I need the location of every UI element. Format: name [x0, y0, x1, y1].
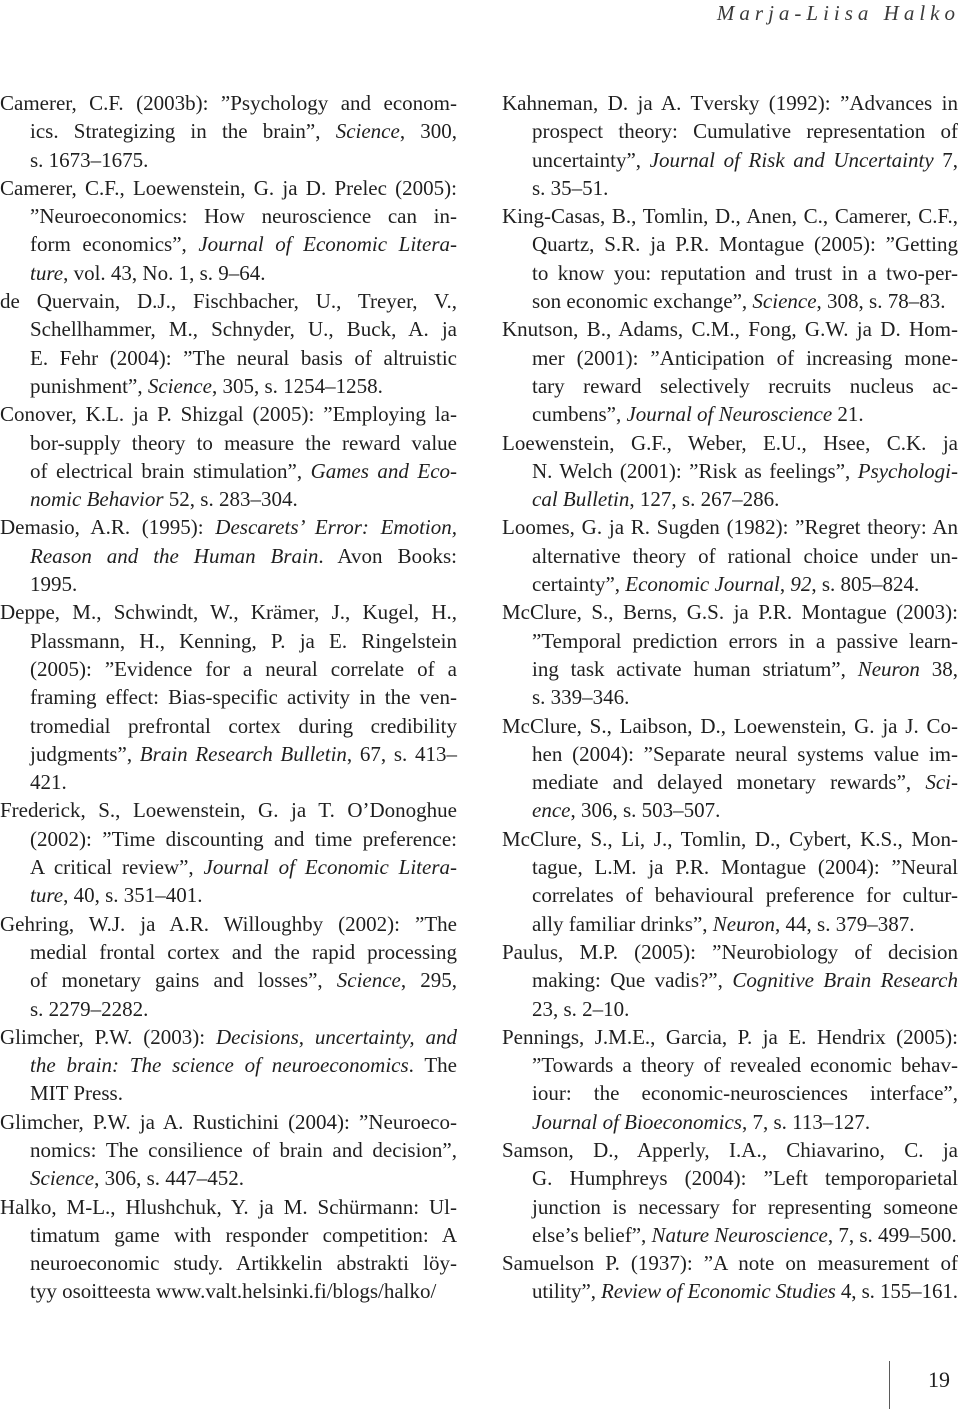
reference-text: to know you: reputation and trust in a two-per-	[532, 260, 958, 285]
reference-line	[30, 655, 457, 683]
reference-text: , 127, s. 267–286.	[629, 487, 780, 512]
reference-text: N. Welch (2001): ”Risk as feelings”,	[532, 458, 858, 483]
reference-line	[532, 1221, 958, 1249]
reference-text: , s. 805–824.	[811, 572, 920, 597]
reference-line	[30, 995, 457, 1023]
reference-text: Gehring, W.J. ja A.R. Willoughby (2002): ”The	[0, 911, 457, 936]
running-head: Marja-Liisa Halko	[716, 1, 960, 25]
reference-italic-text: Science	[147, 373, 212, 398]
reference-line	[30, 683, 457, 711]
reference-line	[502, 712, 958, 740]
reference-line	[532, 174, 958, 202]
reference-line	[532, 627, 958, 655]
reference-text: cumbens”,	[532, 402, 627, 427]
reference-text: Deppe, M., Schwindt, W., Krämer, J., Kugel, H.,	[0, 600, 457, 625]
reference-line	[532, 1193, 958, 1221]
reference-entry	[0, 796, 457, 909]
reference-text: , 305, s. 1254–1258.	[211, 373, 383, 398]
reference-line	[502, 1023, 958, 1051]
reference-line	[532, 485, 958, 513]
reference-text: 7,	[933, 147, 959, 172]
reference-line	[30, 740, 457, 768]
reference-text: else’s belief”,	[532, 1222, 652, 1247]
reference-line	[0, 1023, 457, 1051]
page-number-rule	[889, 1361, 890, 1409]
reference-text: form economics”,	[30, 232, 199, 257]
reference-italic-text: ture	[30, 883, 64, 908]
reference-text: tague, L.M. ja P.R. Montague (2004): ”Neural	[532, 855, 958, 880]
reference-line	[532, 1108, 958, 1136]
reference-italic-text: the brain: The science of neuroeconomics	[30, 1053, 409, 1078]
reference-text: King-Casas, B., Tomlin, D., Anen, C., Camerer, C.F.,	[502, 204, 958, 229]
reference-text: bor-supply theory to measure the reward value	[30, 430, 457, 455]
reference-italic-text: ence	[532, 798, 571, 823]
reference-text: Halko, M-L., Hlushchuk, Y. ja M. Schürmann: Ul-	[0, 1194, 457, 1219]
reference-text: Glimcher, P.W. (2003):	[0, 1024, 216, 1049]
reference-italic-text: Science	[336, 968, 401, 993]
reference-italic-text: Journal of Economic Litera-	[203, 855, 457, 880]
reference-italic-text: Science	[752, 289, 817, 314]
reference-line	[30, 825, 457, 853]
reference-text: s. 339–346.	[532, 685, 630, 710]
reference-line	[502, 938, 958, 966]
reference-line	[30, 1164, 457, 1192]
reference-line	[30, 230, 457, 258]
reference-line	[502, 598, 958, 626]
reference-text: medial frontal cortex and the rapid processing	[30, 939, 457, 964]
reference-italic-text: Journal of Economic Litera-	[198, 232, 457, 257]
reference-italic-text: Cognitive Brain Research	[732, 968, 959, 993]
reference-text: , 295,	[400, 968, 457, 993]
reference-line	[30, 542, 457, 570]
reference-text: . The	[408, 1053, 457, 1078]
reference-line	[30, 1249, 457, 1277]
reference-entry	[0, 1108, 457, 1193]
reference-text: junction is necessary for representing someone	[532, 1194, 958, 1219]
reference-line	[30, 570, 457, 598]
reference-text: 23, s. 2–10.	[532, 996, 630, 1021]
reference-text: Camerer, C.F. (2003b): ”Psychology and econom-	[0, 91, 457, 115]
reference-text: McClure, S., Laibson, D., Loewenstein, G. ja J. Co-	[502, 713, 958, 738]
reference-entry	[502, 1136, 958, 1249]
reference-text: 1995.	[30, 572, 78, 597]
reference-line	[532, 740, 958, 768]
reference-entry	[0, 1023, 457, 1108]
reference-text: hen (2004): ”Separate neural systems value im-	[532, 741, 958, 766]
reference-text: Demasio, A.R. (1995):	[0, 515, 216, 540]
reference-italic-text: nomic Behavior	[30, 487, 164, 512]
reference-line	[30, 938, 457, 966]
reference-text: Frederick, S., Loewenstein, G. ja T. O’Donoghue	[0, 798, 457, 823]
reference-text: Conover, K.L. ja P. Shizgal (2005): ”Employing la-	[0, 402, 457, 427]
reference-line	[0, 174, 457, 202]
reference-text: s. 35–51.	[532, 175, 609, 200]
reference-text: utility”,	[532, 1279, 601, 1304]
reference-text: nomics: The consilience of brain and decision”,	[30, 1137, 457, 1162]
reference-entry	[502, 825, 958, 938]
reference-line	[502, 513, 958, 541]
reference-line	[532, 400, 958, 428]
reference-line	[0, 400, 457, 428]
reference-text: framing effect: Bias-specific activity in the ven-	[30, 685, 457, 710]
reference-line	[30, 146, 457, 174]
reference-text: 21.	[832, 402, 864, 427]
reference-text: McClure, S., Li, J., Tomlin, D., Cybert, K.S., Mon-	[502, 826, 958, 851]
reference-line	[30, 315, 457, 343]
reference-italic-text: Reason and the Human Brain	[30, 543, 319, 568]
reference-entry	[502, 315, 958, 428]
reference-text: Kahneman, D. ja A. Tversky (1992): ”Advances in	[502, 91, 958, 115]
reference-line	[502, 1249, 958, 1277]
reference-line	[0, 287, 457, 315]
reference-text: punishment”,	[30, 373, 148, 398]
reference-text: , 44, s. 379–387.	[775, 911, 915, 936]
reference-text: G. Humphreys (2004): ”Left temporoparietal	[532, 1166, 958, 1191]
reference-text: tary reward selectively recruits nucleus ac-	[532, 373, 958, 398]
reference-line	[532, 881, 958, 909]
reference-text: mediate and delayed monetary rewards”,	[532, 770, 926, 795]
reference-text: 52, s. 283–304.	[163, 487, 298, 512]
reference-entry	[502, 712, 958, 825]
reference-italic-text: Nature Neuroscience	[651, 1222, 828, 1247]
reference-text: Knutson, B., Adams, C.M., Fong, G.W. ja D. Hom-	[502, 317, 958, 342]
reference-line	[532, 1051, 958, 1079]
reference-text: , 7, s. 113–127.	[741, 1109, 871, 1134]
reference-text: certainty”,	[532, 572, 626, 597]
reference-line	[532, 259, 958, 287]
reference-italic-text: ture	[30, 260, 64, 285]
reference-text: s. 1673–1675.	[30, 147, 149, 172]
reference-line	[532, 146, 958, 174]
reference-line	[30, 853, 457, 881]
reference-line	[532, 230, 958, 258]
reference-line	[30, 485, 457, 513]
reference-text: A critical review”,	[30, 855, 204, 880]
reference-text: of electrical brain stimulation”,	[30, 458, 311, 483]
reference-line	[0, 910, 457, 938]
reference-text: 421.	[30, 770, 67, 795]
references-right-column	[502, 89, 958, 1306]
reference-text: Camerer, C.F., Loewenstein, G. ja D. Prelec (2005):	[0, 175, 457, 200]
reference-text: , 40, s. 351–401.	[63, 883, 203, 908]
reference-text: mer (2001): ”Anticipation of increasing mone-	[532, 345, 958, 370]
reference-line	[30, 429, 457, 457]
reference-entry	[0, 174, 457, 287]
reference-text: timatum game with responder competition: A	[30, 1222, 457, 1247]
reference-italic-text: Journal of Neuroscience	[626, 402, 833, 427]
reference-line	[0, 796, 457, 824]
reference-text: . Avon Books:	[318, 543, 457, 568]
reference-line	[532, 1079, 958, 1107]
reference-entry	[0, 89, 457, 174]
reference-text: , 308, s. 78–83.	[816, 289, 946, 314]
reference-italic-text: cal Bulletin	[532, 487, 630, 512]
page-number: 19	[928, 1367, 950, 1392]
reference-text: Loewenstein, G.F., Weber, E.U., Hsee, C.K. ja	[502, 430, 958, 455]
reference-line	[30, 1277, 457, 1305]
reference-line	[502, 202, 958, 230]
reference-text: s. 2279–2282.	[30, 996, 149, 1021]
reference-text: correlates of behavioural preference for cultur-	[532, 883, 958, 908]
reference-text: of monetary gains and losses”,	[30, 968, 337, 993]
reference-line	[0, 1193, 457, 1221]
reference-italic-text: Descarets’ Error: Emotion,	[215, 515, 458, 540]
reference-entry	[0, 598, 457, 796]
reference-line	[502, 315, 958, 343]
reference-text: ”Neuroeconomics: How neuroscience can in-	[30, 204, 457, 229]
reference-entry	[502, 513, 958, 598]
reference-line	[30, 712, 457, 740]
reference-line	[532, 853, 958, 881]
reference-text: MIT Press.	[30, 1081, 123, 1106]
reference-italic-text: Decisions, uncertainty, and	[215, 1024, 458, 1049]
reference-line	[532, 117, 958, 145]
reference-line	[30, 1136, 457, 1164]
reference-line	[532, 910, 958, 938]
reference-italic-text: Sci-	[925, 770, 958, 795]
reference-line	[532, 1164, 958, 1192]
reference-italic-text: Games and Eco-	[310, 458, 458, 483]
reference-line	[30, 117, 457, 145]
reference-line	[532, 344, 958, 372]
reference-line	[502, 429, 958, 457]
reference-entry	[502, 429, 958, 514]
reference-line	[532, 287, 958, 315]
reference-line	[532, 796, 958, 824]
reference-italic-text: Economic Journal	[625, 572, 780, 597]
reference-text: , 306, s. 503–507.	[570, 798, 721, 823]
reference-text: E. Fehr (2004): ”The neural basis of altruistic	[30, 345, 457, 370]
reference-italic-text: Neuron	[857, 656, 920, 681]
reference-text: tyy osoitteesta www.valt.helsinki.fi/blogs/halko/	[30, 1279, 437, 1304]
reference-entry	[0, 287, 457, 400]
reference-line	[30, 881, 457, 909]
reference-line	[0, 89, 457, 117]
reference-line	[0, 598, 457, 626]
reference-italic-text: Science	[335, 119, 400, 144]
reference-line	[30, 627, 457, 655]
reference-italic-text: Psychologi-	[857, 458, 958, 483]
reference-entry	[502, 1023, 958, 1136]
reference-entry	[502, 938, 958, 1023]
reference-line	[532, 995, 958, 1023]
reference-line	[502, 1136, 958, 1164]
reference-line	[30, 202, 457, 230]
reference-italic-text: Science	[30, 1166, 95, 1191]
reference-text: Quartz, S.R. ja P.R. Montague (2005): ”Getting	[532, 232, 958, 257]
reference-text: tromedial prefrontal cortex during credibility	[30, 713, 457, 738]
reference-line	[30, 1051, 457, 1079]
reference-text: prospect theory: Cumulative representation of	[532, 119, 958, 144]
reference-italic-text: Brain Research Bulletin	[139, 741, 347, 766]
reference-text: de Quervain, D.J., Fischbacher, U., Treyer, V.,	[0, 289, 457, 314]
reference-entry	[0, 910, 457, 1023]
reference-text: ally familiar drinks”,	[532, 911, 713, 936]
reference-text: Samuelson P. (1937): ”A note on measurement of	[502, 1251, 958, 1276]
reference-text: , 67, s. 413–	[346, 741, 457, 766]
reference-text: 38,	[919, 656, 959, 681]
reference-text: , 306, s. 447–452.	[94, 1166, 245, 1191]
reference-text: Schellhammer, M., Schnyder, U., Buck, A. ja	[30, 317, 457, 342]
reference-line	[30, 966, 457, 994]
reference-text: Loomes, G. ja R. Sugden (1982): ”Regret theory: An	[502, 515, 958, 540]
reference-italic-text: Journal of Bioeconomics	[532, 1109, 742, 1134]
reference-text: ,	[779, 572, 791, 597]
reference-line	[502, 825, 958, 853]
reference-text: Paulus, M.P. (2005): ”Neurobiology of decision	[502, 939, 958, 964]
reference-text: ics. Strategizing in the brain”,	[30, 119, 336, 144]
reference-italic-text: Neuron	[712, 911, 776, 936]
reference-text: iour: the economic-neurosciences interface”,	[532, 1081, 958, 1106]
reference-entry	[0, 1193, 457, 1306]
reference-text: neuroeconomic study. Artikkelin abstrakti löy-	[30, 1251, 457, 1276]
reference-italic-text: Review of Economic Studies	[601, 1279, 836, 1304]
reference-line	[502, 89, 958, 117]
reference-text: ing task activate human striatum”,	[532, 656, 858, 681]
reference-line	[30, 768, 457, 796]
reference-line	[532, 768, 958, 796]
reference-text: , 300,	[399, 119, 457, 144]
reference-text: (2002): ”Time discounting and time preference:	[30, 826, 457, 851]
reference-line	[532, 372, 958, 400]
reference-text: ”Towards a theory of revealed economic behav-	[532, 1053, 958, 1078]
reference-entry	[502, 1249, 958, 1306]
reference-entry	[502, 202, 958, 315]
references-left-column	[0, 89, 457, 1306]
reference-text: alternative theory of rational choice under un-	[532, 543, 958, 568]
reference-text: son economic exchange”,	[532, 289, 753, 314]
reference-line	[532, 966, 958, 994]
reference-line	[30, 372, 457, 400]
reference-line	[532, 655, 958, 683]
reference-line	[0, 513, 457, 541]
reference-line	[532, 683, 958, 711]
reference-line	[532, 542, 958, 570]
reference-text: making: Que vadis?”,	[532, 968, 733, 993]
reference-line	[30, 344, 457, 372]
reference-text: Pennings, J.M.E., Garcia, P. ja E. Hendrix (2005):	[502, 1024, 958, 1049]
reference-text: judgments”,	[30, 741, 140, 766]
reference-entry	[502, 89, 958, 202]
reference-text: 4, s. 155–161.	[835, 1279, 958, 1304]
reference-text: McClure, S., Berns, G.S. ja P.R. Montague (2003):	[502, 600, 958, 625]
reference-line	[30, 1221, 457, 1249]
reference-text: , vol. 43, No. 1, s. 9–64.	[63, 260, 266, 285]
reference-italic-text: 92	[790, 572, 812, 597]
reference-text: Samson, D., Apperly, I.A., Chiavarino, C. ja	[502, 1137, 958, 1162]
reference-italic-text: Journal of Risk and Uncertainty	[649, 147, 934, 172]
reference-text: , 7, s. 499–500.	[827, 1222, 957, 1247]
reference-line	[532, 457, 958, 485]
reference-line	[30, 259, 457, 287]
reference-text: (2005): ”Evidence for a neural correlate of a	[30, 656, 457, 681]
reference-text: Glimcher, P.W. ja A. Rustichini (2004): ”Neuroeco-	[0, 1109, 457, 1134]
reference-entry	[0, 513, 457, 598]
reference-entry	[0, 400, 457, 513]
reference-line	[532, 1277, 958, 1305]
reference-text: uncertainty”,	[532, 147, 650, 172]
reference-line	[30, 1079, 457, 1107]
reference-line	[0, 1108, 457, 1136]
reference-line	[30, 457, 457, 485]
reference-line	[532, 570, 958, 598]
reference-text: ”Temporal prediction errors in a passive learn-	[532, 628, 958, 653]
reference-text: Plassmann, H., Kenning, P. ja E. Ringelstein	[30, 628, 457, 653]
reference-entry	[502, 598, 958, 711]
